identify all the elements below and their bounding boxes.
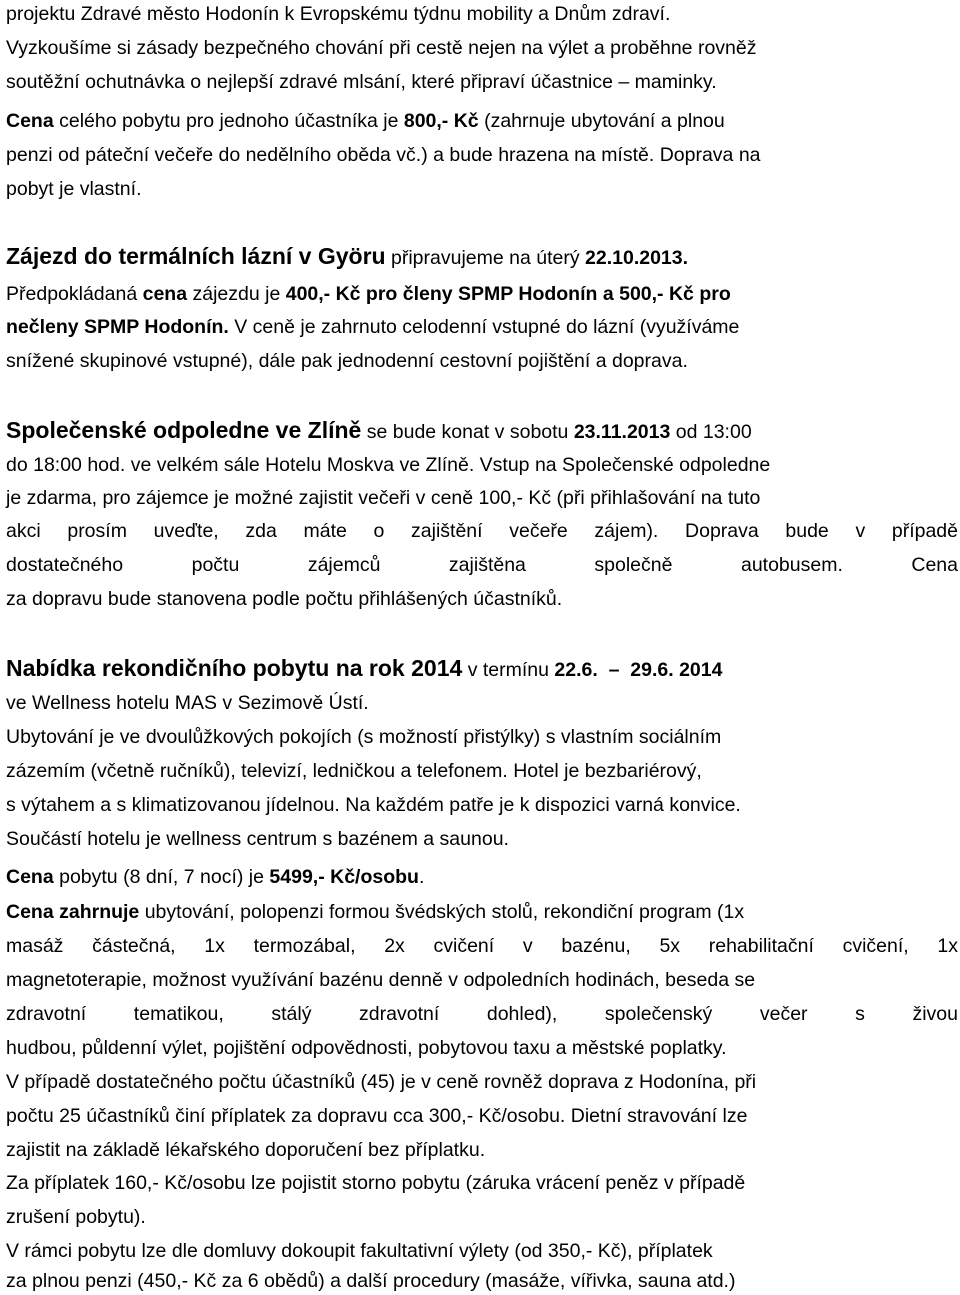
text-line: projektu Zdravé město Hodonín k Evropskému týdnu mobility a Dnům zdraví. (6, 3, 671, 25)
text-span: v termínu (462, 659, 555, 681)
text-line: magnetoterapie, možnost využívání bazénu denně v odpoledních hodinách, beseda se (6, 969, 756, 991)
text-span: Vstup na Společenské odpoledne (474, 454, 771, 476)
text-line: Ubytování je ve dvoulůžkových pokojích (s možností přistýlky) s vlastním sociálním (6, 726, 722, 748)
section-heading: Nabídka rekondičního pobytu na rok 2014 (6, 655, 463, 681)
text-line (6, 281, 731, 307)
text-line: za dopravu bude stanovena podle počtu přihlášených účastníků. (6, 588, 563, 610)
price: 400,- Kč pro členy SPMP Hodonín a 500,- Kč pro (285, 283, 731, 305)
text-line: V rámci pobytu lze dle domluvy dokoupit fakultativní výlety (od 350,- Kč), příplatek (6, 1240, 713, 1262)
text-line: Součástí hotelu je wellness centrum s bazénem a saunou. (6, 828, 509, 850)
text-span: pobytu (8 dní, 7 nocí) je (53, 866, 270, 888)
text-line: ve Wellness hotelu MAS v Sezimově Ústí. (6, 692, 369, 714)
text-span: připravujeme na úterý (385, 247, 586, 269)
text-line: za plnou penzi (450,- Kč za 6 obědů) a další procedury (masáže, vířivka, sauna atd.) (6, 1270, 736, 1292)
date-range: 22.6. – 29.6. 2014 (554, 659, 723, 681)
text-line: dostatečného počtu zájemců zajištěna společně autobusem. Cena (6, 554, 958, 576)
text-line (6, 899, 744, 925)
text-span: (zahrnuje ubytování a plnou (478, 110, 725, 132)
price: 5499,- Kč/osobu (269, 866, 419, 888)
text-line: masáž částečná, 1x termozábal, 2x cvičení v bazénu, 5x rehabilitační cvičení, 1x (6, 935, 958, 957)
text-line (6, 314, 739, 340)
price: 800,- Kč (403, 110, 479, 132)
bold-label: Cena (6, 110, 54, 132)
text-line: je zdarma, pro zájemce je možné zajistit večeři v ceně 100,- Kč (při přihlašování na tuto (6, 487, 761, 509)
text-line (6, 243, 688, 271)
text-span: do 18:00 hod. ve velkém sále Hotelu Moskva ve Zlíně. (6, 454, 475, 476)
text-line: Za příplatek 160,- Kč/osobu lze pojistit storno pobytu (záruka vrácení peněz v případě (6, 1172, 746, 1194)
bold-label: Cena zahrnuje (6, 901, 140, 923)
date: 23.11.2013 (573, 421, 671, 443)
text-line: pobyt je vlastní. (6, 178, 142, 200)
date: 22.10.2013. (585, 247, 689, 269)
text-line: soutěžní ochutnávka o nejlepší zdravé mlsání, které připraví účastnice – maminky. (6, 71, 717, 93)
section-heading: Společenské odpoledne ve Zlíně (6, 417, 362, 443)
text-line: s výtahem a s klimatizovanou jídelnou. Na každém patře je k dispozici varná konvice. (6, 794, 741, 816)
text-line: akci prosím uveďte, zda máte o zajištění večeře zájem). Doprava bude v případě (6, 520, 958, 542)
text-line (6, 655, 722, 683)
text-line (6, 864, 424, 890)
text-line (6, 108, 725, 134)
text-line: penzi od páteční večeře do nedělního oběda vč.) a bude hrazena na místě. Doprava na (6, 144, 761, 166)
bold-label: Cena (6, 866, 54, 888)
text-span: V ceně je zahrnuto celodenní vstupné do lázní (využíváme (228, 316, 740, 338)
text-span: ubytování, polopenzi formou švédských stolů, rekondiční program (1x (139, 901, 745, 923)
text-line: V případě dostatečného počtu účastníků (45) je v ceně rovněž doprava z Hodonína, při (6, 1071, 757, 1093)
text-line: Vyzkoušíme si zásady bezpečného chování při cestě nejen na výlet a proběhne rovněž (6, 37, 757, 59)
text-span: od 13:00 (670, 421, 752, 443)
text-line: zdravotní tematikou, stálý zdravotní dohled), společenský večer s živou (6, 1003, 958, 1025)
text-line: zajistit na základě lékařského doporučení bez příplatku. (6, 1139, 486, 1161)
text-line: zrušení pobytu). (6, 1206, 146, 1228)
section-heading: Zájezd do termálních lázní v Györu (6, 243, 386, 269)
text-line (6, 417, 752, 445)
text-line: počtu 25 účastníků činí příplatek za dopravu cca 300,- Kč/osobu. Dietní stravování lze (6, 1105, 748, 1127)
text-line: snížené skupinové vstupné), dále pak jednodenní cestovní pojištění a doprava. (6, 350, 688, 372)
text-span: . (418, 866, 425, 888)
bold-label: cena (142, 283, 188, 305)
text-line (6, 452, 770, 478)
text-span: celého pobytu pro jednoho účastníka je (53, 110, 404, 132)
text-span: se bude konat v sobotu (361, 421, 574, 443)
text-span: zájezdu je (187, 283, 286, 305)
text-line: zázemím (včetně ručníků), televizí, ledničkou a telefonem. Hotel je bezbariérový, (6, 760, 702, 782)
text-line: hudbou, půldenní výlet, pojištění odpovědnosti, pobytovou taxu a městské poplatky. (6, 1037, 727, 1059)
bold-text: nečleny SPMP Hodonín. (6, 316, 229, 338)
text-span: Předpokládaná (6, 283, 143, 305)
